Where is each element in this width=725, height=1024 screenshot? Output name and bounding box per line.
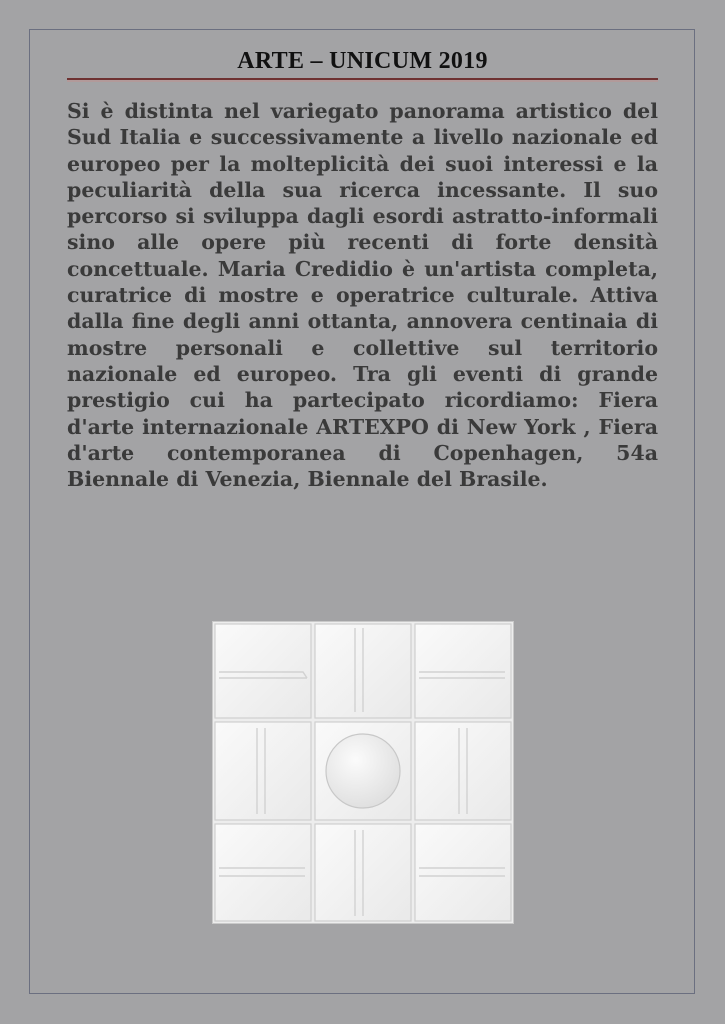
title-rule: [67, 78, 658, 82]
body-paragraph: Si è distinta nel variegato panorama artistico del Sud Italia e successivamente a livello nazionale ed europeo per la molteplicità dei suoi interessi e la peculiarità della sua ricerca incessante. Il suo percorso si sviluppa dagli esordi astratto-informali sino alle opere più recenti di forte densità concettuale. Maria Credidio è un'artista completa, curatrice di mostre e operatrice culturale. Attiva dalla fine degli anni ottanta, annovera centinaia di mostre personali e collettive sul territorio nazionale ed europeo. Tra gli eventi di grande prestigio cui ha partecipato ricordiamo: Fiera d'arte internazionale ARTEXPO di New York , Fiera d'arte contemporanea di Copenhagen, 54a Biennale di Venezia, Biennale del Brasile.: [67, 99, 658, 492]
artwork-image: [212, 621, 514, 924]
white-relief-artwork: [213, 622, 513, 923]
page-title: ARTE – UNICUM 2019: [237, 48, 488, 74]
